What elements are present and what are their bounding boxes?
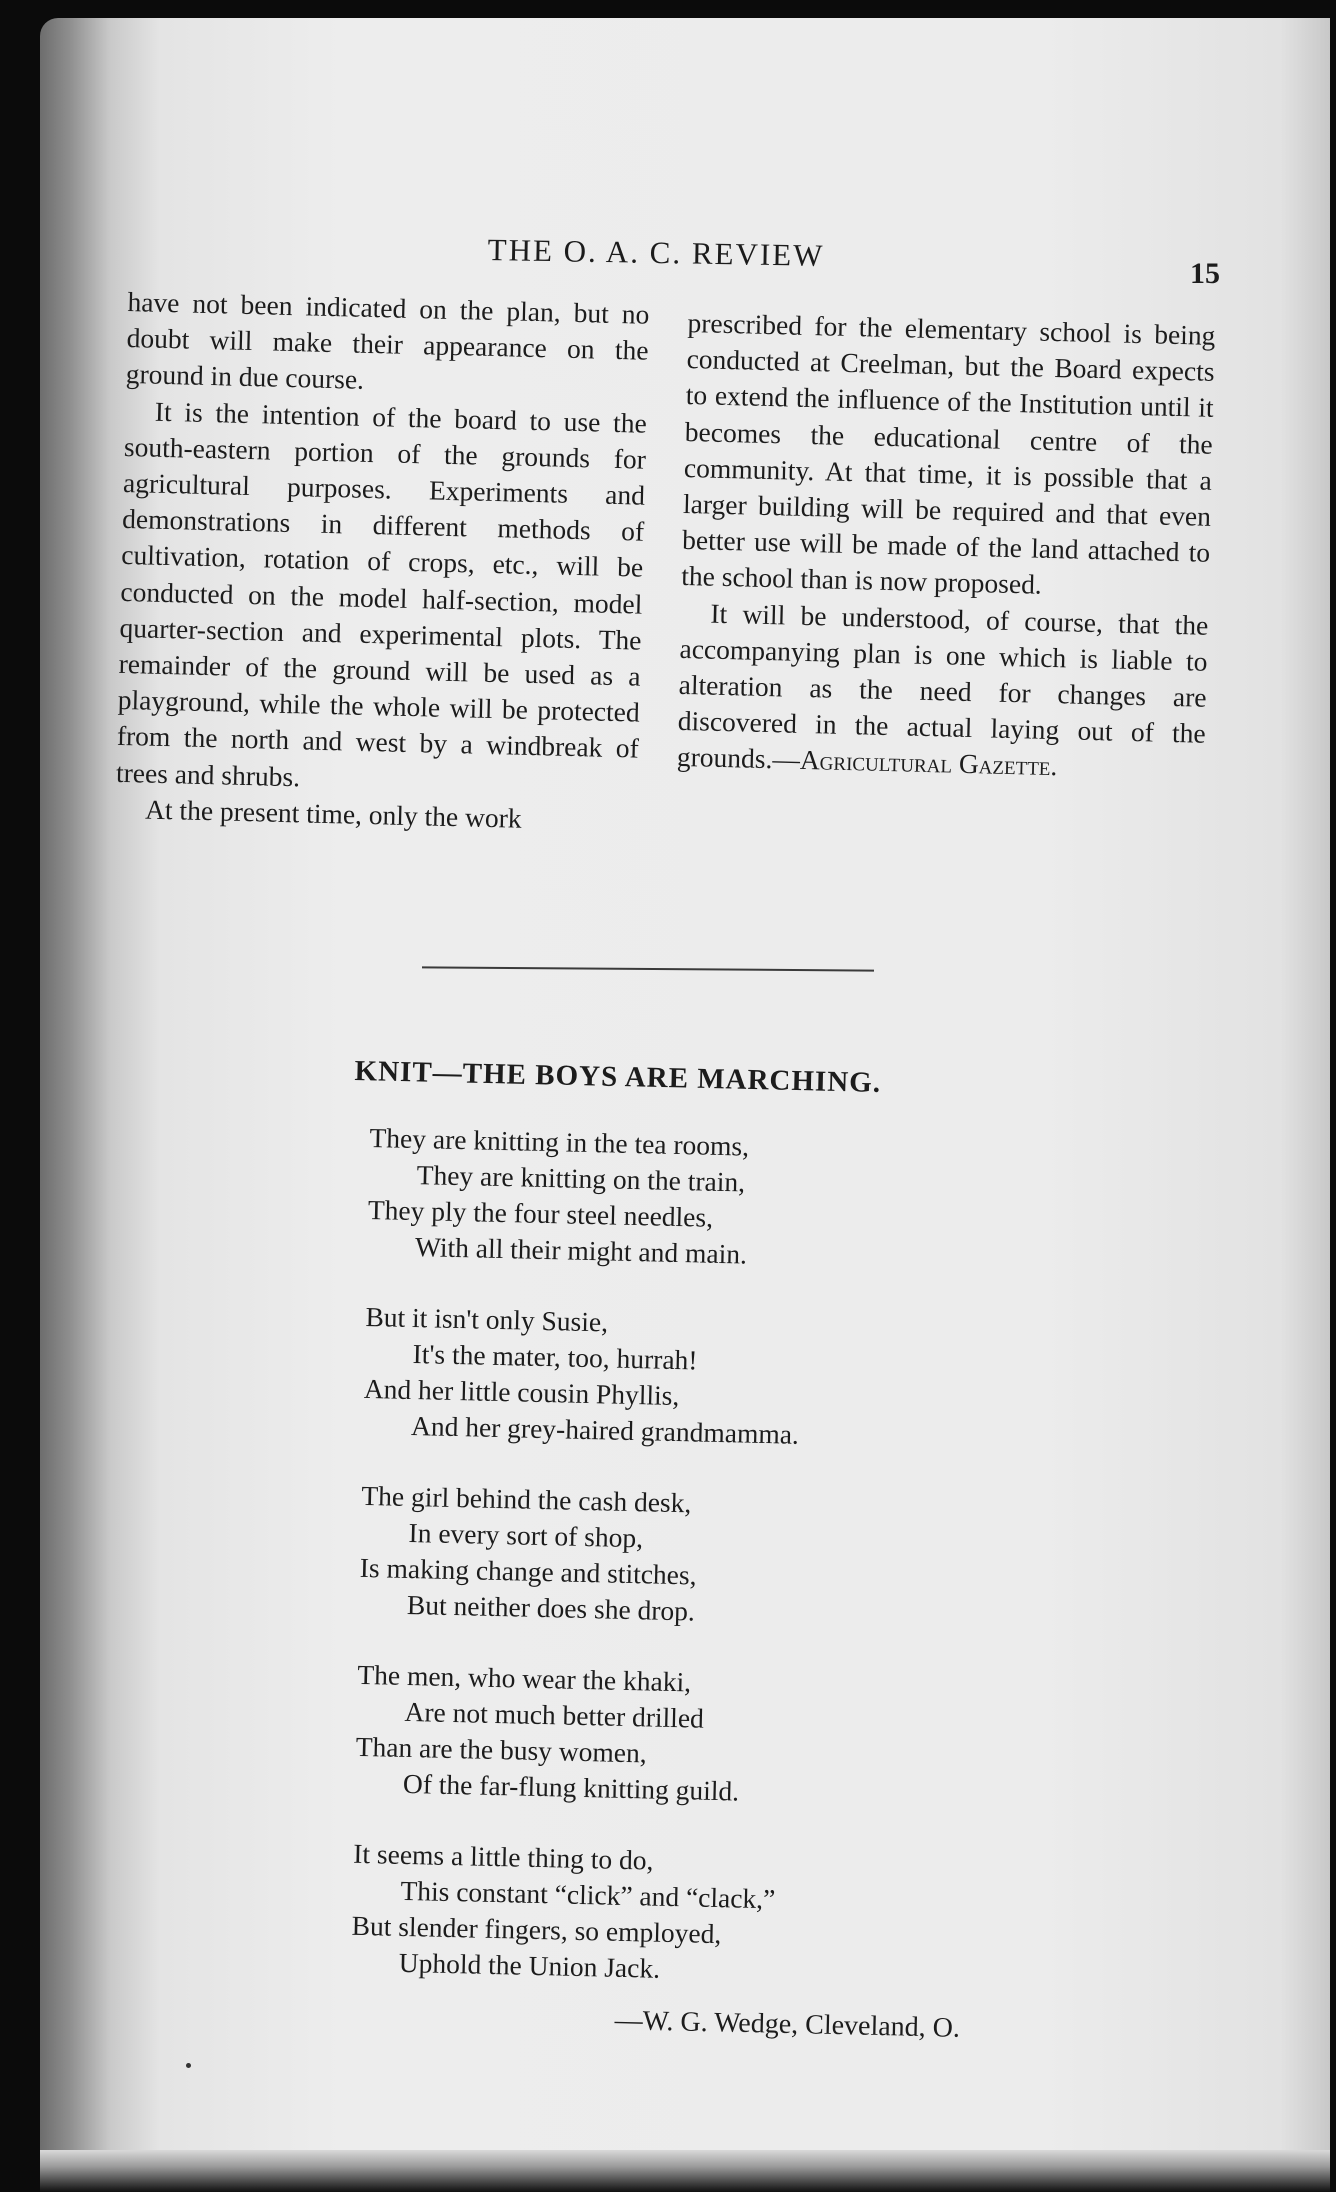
poem-line: They are knitting in the tea rooms,	[369, 1121, 750, 1162]
page-number: 15	[1190, 257, 1220, 290]
poem-attribution: —W. G. Wedge, Cleveland, O.	[614, 2005, 961, 2044]
paragraph: At the present time, only the work	[144, 793, 522, 834]
poem	[350, 1120, 1050, 2030]
source-credit: Agricultural Gazette.	[799, 744, 1058, 782]
poem-line: They are knitting on the train,	[416, 1159, 746, 1198]
right-column	[677, 305, 1216, 788]
print-speck	[186, 2063, 191, 2068]
stanza	[359, 1478, 1042, 1637]
left-column	[115, 284, 650, 840]
poem-title: KNIT—THE BOYS ARE MARCHING.	[354, 1055, 882, 1099]
poem-line: Uphold the Union Jack.	[398, 1946, 661, 1984]
page-bottom-edge	[40, 2150, 1330, 2192]
paragraph: have not been indicated on the plan, but no doubt will make their appearance on the ground in due course.	[125, 285, 650, 396]
poem-line: But slender fingers, so employed,	[351, 1909, 722, 1950]
poem-line: But it isn't only Susie,	[365, 1300, 609, 1338]
poem-line: In every sort of shop,	[408, 1516, 644, 1554]
paragraph: prescribed for the elementary school is being conducted at Creelman, but the Board expects to extend the influence of the Institution until it becomes the educational centre of the community. At that time, it is possible that a larger building will be required and that even better use will be made of the land attached to the school than is now proposed.	[681, 306, 1216, 601]
running-head: THE O. A. C. REVIEW	[487, 232, 825, 273]
poem-line: It seems a little thing to do,	[353, 1837, 654, 1876]
poem-line: But neither does she drop.	[406, 1588, 696, 1627]
poem-line: Is making change and stitches,	[359, 1551, 697, 1591]
poem-line: Are not much better drilled	[404, 1695, 705, 1734]
stanza	[355, 1657, 1038, 1816]
paragraph-text: It will be understood, of course, that the accompanying plan is one which is liable to alteration as the need for changes are discovered in the actual laying out of the grounds.—	[676, 597, 1209, 776]
paragraph: It is the intention of the board to use the south-eastern portion of the grounds for agricultural purposes. Experiments and demonstrations in different methods of cultivation, rotation of crops, etc., will be conducted on the model half-section, model quarter-section and experimental plots. The remainder of the ground will be used as a playground, while the whole will be protected from the north and west by a windbreak of trees and shrubs.	[115, 395, 648, 792]
poem-line: With all their might and main.	[414, 1231, 748, 1270]
paragraph	[677, 595, 1209, 789]
poem-line: And her grey-haired grandmamma.	[410, 1410, 800, 1450]
stanza	[350, 1836, 1033, 1995]
poem-line: This constant “click” and “clack,”	[400, 1874, 776, 1915]
poem-line: The girl behind the cash desk,	[361, 1479, 692, 1519]
poem-line: The men, who wear the khaki,	[357, 1658, 692, 1698]
poem-line: And her little cousin Phyllis,	[363, 1372, 680, 1412]
stanza	[363, 1299, 1046, 1458]
poem-line: Than are the busy women,	[355, 1730, 648, 1769]
poem-line: They ply the four steel needles,	[367, 1193, 714, 1233]
poem-line: It's the mater, too, hurrah!	[412, 1338, 698, 1376]
poem-line: Of the far-flung knitting guild.	[402, 1767, 740, 1807]
stanza	[367, 1120, 1050, 1279]
